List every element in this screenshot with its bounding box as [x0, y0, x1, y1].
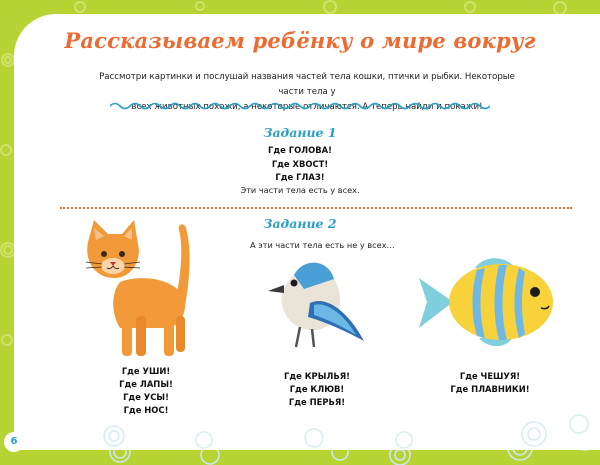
question-feathers: Где ПЕРЬЯ!	[288, 397, 346, 407]
question-beak: Где КЛЮВ!	[289, 384, 345, 394]
bird-illustration	[264, 255, 369, 355]
question-whiskers: Где УСЫ!	[123, 392, 169, 402]
question-tail: Где ХВОСТ!	[271, 158, 329, 169]
page-title: Рассказываем ребёнку о мире вокруг	[64, 28, 536, 53]
question-scales: Где ЧЕШУЯ!	[459, 371, 521, 381]
question-fins: Где ПЛАВНИКИ!	[450, 384, 530, 394]
question-ears: Где УШИ!	[121, 366, 171, 376]
dotted-divider	[60, 207, 572, 209]
cat-questions	[96, 365, 196, 417]
task-2-title: Задание 2	[263, 216, 337, 231]
question-eye: Где ГЛАЗ!	[275, 172, 325, 182]
page-number: 6	[4, 432, 24, 452]
question-nose: Где НОС!	[123, 405, 169, 415]
question-head: Где ГОЛОВА!	[268, 145, 332, 155]
cat-illustration	[80, 220, 206, 360]
wavy-divider	[110, 100, 490, 112]
question-paws: Где ЛАПЫ!	[119, 379, 173, 389]
intro-line-1: Рассмотри картинки и послушай названия частей тела кошки, птички и рыбки. Некоторые части тела у	[99, 72, 515, 97]
bird-questions	[262, 370, 372, 409]
task-1-title: Задание 1	[263, 125, 337, 140]
fish-questions	[430, 370, 550, 396]
task-2-note: А эти части тела есть не у всех…	[250, 240, 395, 250]
intro-line-2: всех животных похожи, а некоторые отличаются. А теперь найди и покажи!	[131, 102, 483, 112]
question-wings: Где КРЫЛЬЯ!	[284, 371, 350, 381]
task-1-note: Эти части тела есть у всех.	[240, 185, 360, 195]
task-1-questions	[0, 144, 600, 185]
fish-illustration	[415, 250, 555, 355]
